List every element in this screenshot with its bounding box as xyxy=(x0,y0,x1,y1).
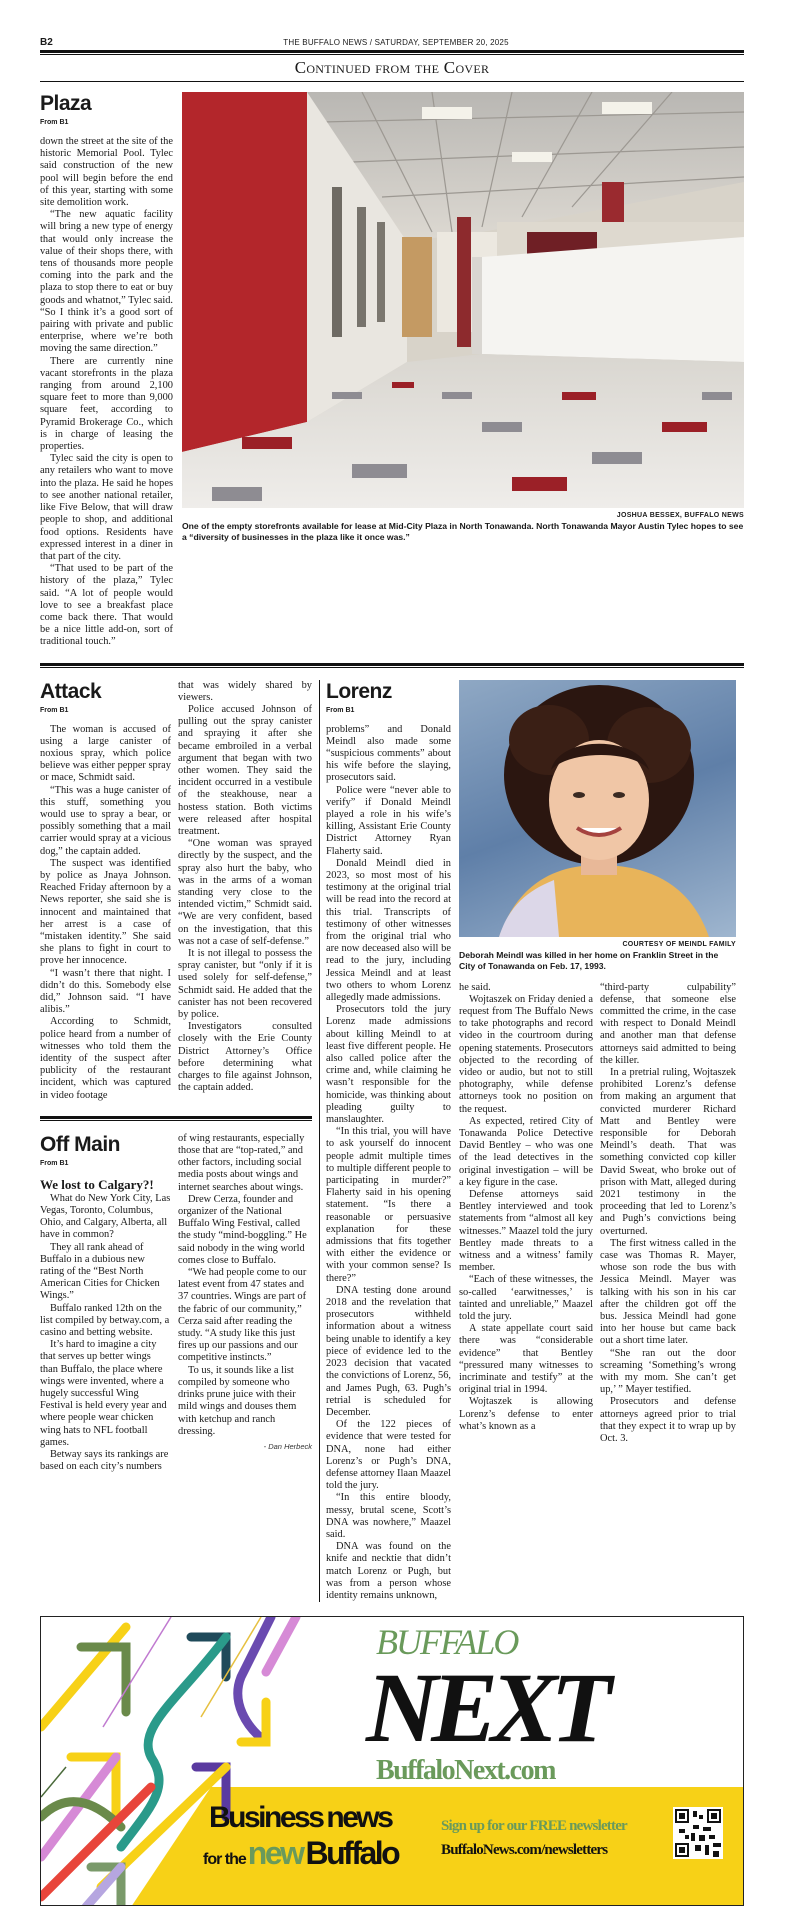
article-paragraph: “We had people come to our latest event from 47 states and 37 countries. Wings are part of the fabric of our community,” Cerza said after reading the study. “A study like this just fires up our passions and our competitive instincts.” xyxy=(178,1267,307,1364)
lorenz-photo-credit: COURTESY OF MEINDL FAMILY xyxy=(622,940,736,948)
article-paragraph: of wing restaurants, especially those that are “top-rated,” and other factors, including social media posts about wings and internet searches about wings. xyxy=(178,1132,305,1193)
article-paragraph: Buffalo ranked 12th on the list compiled by betway.com, a casino and betting website. xyxy=(40,1302,170,1339)
ad-signup-text: Sign up for our FREE newsletter xyxy=(441,1818,627,1835)
article-paragraph: According to Schmidt, police heard from a number of witnesses who told them the identity of the suspect after publicity of the restaurant incident, which was captured in video footage xyxy=(40,1016,171,1101)
lorenz-body-col2 xyxy=(459,982,593,1434)
article-paragraph: Police accused Johnson of pulling out the spray canister and spraying it after she became embroiled in a verbal argument that began with two other women. They said the incident occurred in a vestibule of the steakhouse, near a hostess station. Both victims were released after hospital treatment. xyxy=(178,703,312,837)
buffalo-next-advertisement[interactable] xyxy=(40,1616,744,1906)
article-paragraph: “That used to be part of the history of the plaza,” Tylec said. “A lot of people would love to see a breakfast place come back there. That would be a nice little add-on, sort of traditional touch.” xyxy=(40,563,173,648)
off-main-byline: - Dan Herbeck xyxy=(263,1441,312,1451)
article-paragraph: There are currently nine vacant storefronts in the plaza ranging from around 2,100 square feet to more than 9,000 square feet, according to Pyramid Brokerage Co., which is in charge of leasing the properties. xyxy=(40,355,173,453)
ad-tagline-buffalo: Buffalo xyxy=(305,1835,399,1872)
article-paragraph: “third-party culpability” defense, that someone else committed the crime, in the case with respect to Donald Meindl and another man that defense attorneys said admitted to being the killer. xyxy=(600,981,736,1066)
off-main-section xyxy=(40,1133,312,1474)
plaza-jump-from: From B1 xyxy=(40,119,69,126)
article-paragraph: that was widely shared by viewers. xyxy=(178,679,312,703)
ad-tagline-line2 xyxy=(203,1835,398,1877)
attack-body-col1 xyxy=(40,724,171,1102)
plaza-section xyxy=(40,92,744,649)
article-paragraph: Wojtaszek is allowing Lorenz’s defense to enter what’s known as a xyxy=(459,1396,593,1432)
lorenz-right-block xyxy=(459,680,736,1446)
lorenz-col1-wrap xyxy=(326,680,451,1603)
page-number: B2 xyxy=(40,37,53,48)
off-main-body-col1 xyxy=(40,1193,171,1474)
article-paragraph: DNA testing done around 2018 and the revelation that prosecutors withheld information about a witness being unable to identify a key piece of evidence led to the 2023 decision that vacated the convictions of Lorenz, 56, and James Pugh, 63. Pugh’s retrial is scheduled for December. xyxy=(326,1284,451,1418)
off-main-divider xyxy=(40,1116,312,1121)
off-main-jump-from: From B1 xyxy=(40,1159,69,1167)
article-paragraph: he said. xyxy=(459,981,491,993)
lorenz-jump-from: From B1 xyxy=(326,706,355,714)
ad-tagline-new: new xyxy=(247,1835,303,1872)
article-paragraph: DNA was found on the knife and necktie that didn’t match Lorenz or Pugh, but was from a person whose identity remains unknown, xyxy=(326,1541,451,1601)
ad-tagline-business: Business xyxy=(209,1801,323,1835)
plaza-storefront-photo xyxy=(182,92,744,508)
attack-jump-from: From B1 xyxy=(40,706,69,714)
article-paragraph: Wojtaszek on Friday denied a request from The Buffalo News to take photographs and record video in the courtroom during opening statements. Prosecutors objected to the recording of video or audio, but not to still photography, while defense attorneys took no position on the request. xyxy=(459,993,593,1115)
lorenz-body-col3 xyxy=(600,982,736,1446)
section-kicker: Continued from the Cover xyxy=(294,58,490,77)
article-paragraph: “In this trial, you will have to ask yourself do innocent people admit multiple times to multiple different people to participating in murder?” Flaherty said in his opening statement. “Is there a reasonable or persuasive explanation for these admissions that fits together with either the evidence or with your common sense? Is there?” xyxy=(326,1126,451,1284)
lorenz-lower-columns xyxy=(459,982,736,1446)
off-main-col1-wrap xyxy=(40,1133,171,1474)
article-paragraph: The suspect was identified by police as Jnaya Johnson. Reached Friday afternoon by a News reporter, she said she is innocent and maintained that her arrest is a case of “mistaken identity.” She said she plans to fight in court to prove her innocence. xyxy=(40,857,171,967)
article-paragraph: The woman is accused of using a large canister of noxious spray, which police believe was either pepper spray or mace, Schmidt said. xyxy=(40,723,171,784)
article-paragraph: “She ran out the door screaming ‘Something’s wrong with my mom. She can’t get up,’ ” Mayer testified. xyxy=(600,1347,736,1396)
article-paragraph: Investigators consulted closely with the Erie County District Attorney’s Office before determining what charges to file against Johnson, the captain added. xyxy=(178,1021,312,1094)
plaza-text-column xyxy=(40,92,173,649)
article-paragraph: Of the 122 pieces of evidence that were tested for DNA, none had either Lorenz’s or Pugh’s DNA, defense attorney Ilaan Maazel told the jury. xyxy=(326,1419,451,1492)
off-main-subhead: We lost to Calgary?! xyxy=(40,1176,154,1192)
left-stories xyxy=(40,680,312,1603)
kicker-rule xyxy=(40,81,744,82)
ad-brand-next: NEXT xyxy=(366,1652,605,1764)
attack-body-col2 xyxy=(178,680,312,1095)
article-paragraph: Donald Meindl died in 2023, so most most of his testimony at the original trial will be read into the record at this trial. Transcripts of testimony of other witnesses from the original trial who are now deceased also will be read to the jury, including Jessica Meindl and at least two others to whom Lorenz allegedly made admissions. xyxy=(326,857,451,1003)
article-paragraph: As expected, retired City of Tonawanda Police Detective David Bentley – who was one of the lead detectives in the original investigation – will be a key figure in the case. xyxy=(459,1115,593,1188)
article-paragraph: Prosecutors and defense attorneys agreed prior to trial that they expect it to wrap up by Oct. 3. xyxy=(600,1396,736,1445)
dateline: THE BUFFALO NEWS / SATURDAY, SEPTEMBER 20, 2025 xyxy=(283,38,509,47)
article-paragraph: “One woman was sprayed directly by the suspect, and the spray also hurt the baby, who was in the arms of a woman standing very close to the intended victim,” Schmidt said. “We are very confident, based on the investigation, that this was not a case of self-defense.” xyxy=(178,838,312,947)
lorenz-section xyxy=(319,680,736,1603)
plaza-headline: Plaza xyxy=(40,92,92,115)
ad-site-link[interactable]: BuffaloNext.com xyxy=(376,1755,555,1787)
ad-brand-buffalo: BUFFALO xyxy=(376,1622,518,1663)
article-paragraph: down the street at the site of the historic Memorial Pool. Tylec said construction of the new pool will begin before the end of this year, starting with some site demolition work. xyxy=(40,136,173,209)
deborah-meindl-portrait xyxy=(459,680,736,937)
article-paragraph: It is not illegal to possess the spray canister, but “only if it is used solely for self-defense,” Schmidt said. He added that the canister has not been recovered by police. xyxy=(178,948,312,1021)
attack-col1-wrap xyxy=(40,680,171,1102)
qr-code-icon[interactable] xyxy=(673,1807,723,1859)
page-body xyxy=(40,92,744,1926)
lorenz-headline: Lorenz xyxy=(326,679,392,703)
article-paragraph: What do New York City, Las Vegas, Toronto, Columbus, Ohio, and Calgary, Alberta, all have in common? xyxy=(40,1192,171,1241)
header-rule xyxy=(40,50,744,55)
article-paragraph: The first witness called in the case was Thomas R. Mayer, whose son rode the bus with Jessica Meindl. Mayer was talking with his son in his car after the children got off the bus. Jessica Meindl had gone into her house but came back out a short time later. xyxy=(600,1237,736,1347)
article-paragraph: “The new aquatic facility will bring a new type of energy that would only increase the value of their shops there, with tens of thousands more people coming into the park and the plaza to stop there to eat or buy goods and whatnot,” Tylec said. “So I think it’s a good sort of pairing with private and public enterprise, where we’re both moving the same direction.” xyxy=(40,209,173,355)
article-paragraph: Tylec said the city is open to any retailers who want to move into the plaza. He said he hopes to see another national retailer, like Five Below, that will draw people to shop, and additional food options. Residents have expressed interest in a diner in that part of the city. xyxy=(40,453,173,562)
off-main-col2-wrap xyxy=(178,1133,312,1452)
lorenz-photo-caption: Deborah Meindl was killed in her home on Franklin Street in the City of Tonawanda on Feb. 17, 1993. xyxy=(459,949,719,971)
ad-tagline-news: news xyxy=(326,1801,392,1835)
article-paragraph: problems” and Donald Meindl also made some “suspicious comments” about his wife before the slaying, prosecutors said. xyxy=(326,723,451,784)
article-paragraph: “I wasn’t there that night. I didn’t do this. Somebody else did,” Johnson said. “I have alibis.” xyxy=(40,967,171,1016)
article-paragraph: Defense attorneys said Bentley interviewed and took statements from “almost all key witnesses.” Maazel told the jury Bentley made threats to a witness and a witness’ family member. xyxy=(459,1188,593,1274)
article-paragraph: Prosecutors told the jury Lorenz made admissions about killing Meindl to at least five different people. He also called police after the crime and, while claiming he wasn’t responsible for the homicide, was thinking about pleading guilty to manslaughter. xyxy=(326,1004,451,1126)
attack-headline: Attack xyxy=(40,679,102,703)
plaza-photo-block xyxy=(182,92,744,543)
article-paragraph: Drew Cerza, founder and organizer of the National Buffalo Wing Festival, called the study “mind-boggling.” He said nobody in the wing world comes close to Buffalo. xyxy=(178,1193,307,1266)
lorenz-body-col1 xyxy=(326,724,451,1603)
off-main-headline: Off Main xyxy=(40,1132,120,1156)
article-paragraph: To us, it sounds like a list compiled by someone who drinks prune juice with their mild wings and douses them with ketchup and ranch dressing. xyxy=(178,1364,297,1437)
ad-tagline-line1 xyxy=(209,1803,391,1833)
plaza-photo-caption: One of the empty storefronts available for lease at Mid-City Plaza in North Tonawanda. North Tonawanda Mayor Austin Tylec hopes to see a “diversity of businesses in the plaza like it once was.” xyxy=(182,521,744,542)
article-paragraph: “This was a huge canister of this stuff, something you would use to spray a bear, or possibly something that a mail carrier would spray at a vicious dog,” the captain added. xyxy=(40,784,171,857)
article-paragraph: A state appellate court said there was “considerable evidence” that Bentley “pressured many witnesses to incriminate and testify” at the original trial in 1994. xyxy=(459,1323,593,1396)
plaza-body xyxy=(40,136,173,649)
article-paragraph: “Each of these witnesses, the so-called ‘earwitnesses,’ is tainted and unreliable,” Maazel told the jury. xyxy=(459,1274,593,1323)
ad-newsletter-link[interactable]: BuffaloNews.com/newsletters xyxy=(441,1842,608,1859)
plaza-photo-credit: JOSHUA BESSEX, BUFFALO NEWS xyxy=(616,512,744,519)
article-paragraph: Police were “never able to verify” if Donald Meindl played a role in his wife’s killing, Assistant Erie County District Attorney Ryan Flaherty said. xyxy=(326,784,451,857)
lower-section xyxy=(40,680,744,1603)
article-paragraph: Betway says its rankings are based on each city’s numbers xyxy=(40,1449,169,1473)
article-paragraph: In a pretrial ruling, Wojtaszek prohibited Lorenz’s defense from making an argument that convicted murderer Richard Matt and Bentley were responsible for Deborah Meindl’s death. That was something convicted cop killer David Sweat, who broke out of prison with Matt, alleged during 2021 testimony in the proceeding that led to Lorenz’s and Pugh’s convictions being overturned. xyxy=(600,1066,736,1237)
ad-tagline-for-the: for the xyxy=(203,1851,246,1869)
section-divider xyxy=(40,663,744,668)
attack-section xyxy=(40,680,312,1102)
article-paragraph: They all rank ahead of Buffalo in a dubious new rating of the “Best North American Cities for Chicken Wings.” xyxy=(40,1241,160,1302)
article-paragraph: It’s hard to imagine a city that serves up better wings than Buffalo, the place where wings were invented, where a hugely successful Wing Festival is held every year and where people wear chicken wing hats to NFL football games. xyxy=(40,1339,167,1448)
off-main-body-col2 xyxy=(178,1133,312,1438)
article-paragraph: “In this entire bloody, messy, brutal scene, Scott’s DNA was nowhere,” Maazel said. xyxy=(326,1492,451,1540)
